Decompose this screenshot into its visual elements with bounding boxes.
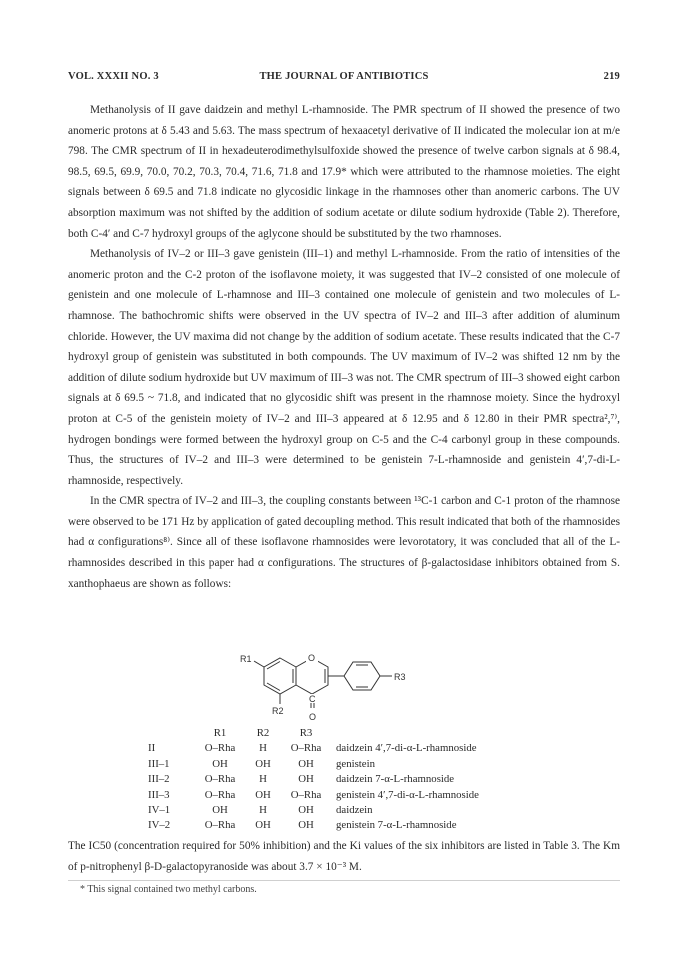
r3-value: O–Rha — [290, 788, 322, 801]
volume-label: VOL. XXXII NO. 3 — [68, 71, 159, 82]
header-name — [330, 726, 479, 741]
page-number: 219 — [603, 71, 620, 82]
compound-name: genistein 7-α-L-rhamnoside — [336, 819, 457, 832]
header-r1: R1 — [213, 727, 227, 739]
compound-id: III–1 — [148, 757, 170, 770]
table-row — [148, 757, 479, 772]
isoflavone-structure-diagram — [236, 650, 456, 728]
footnote: * This signal contained two methyl carbons. — [80, 884, 257, 895]
r1-value: O–Rha — [204, 742, 236, 755]
r3-value: OH — [298, 757, 314, 770]
paragraph-1: Methanolysis of II gave daidzein and methyl L-rhamnoside. The PMR spectrum of II showed the presence of two anomeric protons at δ 5.43 and 5.63. The mass spectrum of hexaacetyl derivative of II indicated the molecular ion at m/e 798. The CMR spectrum of II in hexadeuterodimethylsulfoxide showed the presence of twelve carbon signals at δ 98.4, 98.5, 69.5, 69.9, 70.0, 70.2, 70.3, 70.4, 71.6, 71.8 and 17.9* which were attributed to the rhamnose moieties. The eight signals between δ 69.5 and 71.8 indicate no glycosidic linkage in the rhamnoses other than anomeric carbons. The UV absorption maximum was not shifted by the addition of sodium acetate or dilute sodium hydroxide (Table 2). Therefore, both C-4′ and C-7 hydroxyl groups of the aglycone should be substituted by the two rhamnoses. — [68, 104, 620, 240]
table-row — [148, 818, 479, 833]
table-row — [148, 803, 479, 818]
paragraph-3: In the CMR spectra of IV–2 and III–3, the coupling constants between ¹³C-1 carbon and C-1 proton of the rhamnose were observed to be 171 Hz by application of gated decoupling method. This result indicated that both of the rhamnosides had α configurations⁸⁾. Since all of these isoflavone rhamnosides were levorotatory, it was concluded that all of the L-rhamnosides described in this paper had α configurations. The structures of β-galactosidase inhibitors obtained from S. xanthophaeus are shown as follows: — [68, 495, 620, 590]
r1-value: O–Rha — [204, 819, 236, 832]
compound-id: IV–2 — [148, 819, 171, 832]
r1-label: R1 — [240, 654, 252, 664]
r3-value: OH — [298, 804, 314, 817]
table-row — [148, 788, 479, 803]
r2-value: OH — [255, 788, 271, 801]
r1-value: OH — [212, 804, 228, 817]
r2-value: H — [259, 773, 267, 786]
table-row — [148, 741, 479, 756]
compound-name: daidzein 4′,7-di-α-L-rhamnoside — [336, 742, 477, 755]
compound-id: III–3 — [148, 788, 170, 801]
r1-value: OH — [212, 757, 228, 770]
carbonyl-oxygen-label: O — [309, 712, 317, 722]
paragraph-2: Methanolysis of IV–2 or III–3 gave genistein (III–1) and methyl L-rhamnoside. From the ratio of intensities of the anomeric proton and the C-2 proton of the isoflavone moiety, it was suggested that IV–2 consisted of one molecule of genistein and one molecule of L-rhamnose and III–3 contained one molecule of genistein and two molecules of L-rhamnose. The bathochromic shifts were observed in the UV spectra of IV–2 and III–3 after addition of aluminum chloride. However, the UV maxima did not change by the addition of sodium acetate. These results indicated that the C-7 hydroxyl group of genistein was substituted in both compounds. The UV maximum of IV–2 was shifted 12 nm by the addition of dilute sodium hydroxide but UV maximum of III–3 was not. The CMR spectrum of III–3 showed eight carbon signals at δ 69.5 ~ 71.8, and indicated that no glycosidic shift was present in the rhamnose moiety. Since the hydroxyl proton at C-5 of the genistein moiety of IV–2 and III–3 appeared at δ 12.95 and δ 12.80 in their PMR spectra²,⁷⁾, hydrogen bondings were formed between the hydroxyl group on C-5 and the C-4 carbonyl group in these compounds. Thus, the structures of IV–2 and III–3 were determined to be genistein 7-L-rhamnoside and genistein 4′,7-di-L-rhamnoside, respectively. — [68, 248, 620, 487]
r3-label: R3 — [394, 672, 406, 682]
compound-name: genistein — [336, 757, 375, 770]
compound-name: genistein 4′,7-di-α-L-rhamnoside — [336, 788, 479, 801]
ring-a — [264, 658, 296, 694]
closing-paragraph: The IC50 (concentration required for 50% inhibition) and the Ki values of the six inhibitors are listed in Table 3. The Km of p-nitrophenyl β-D-galactopyranoside was about 3.7 × 10⁻³ M. — [68, 840, 620, 873]
footnote-divider — [68, 880, 620, 881]
ring-c — [296, 658, 328, 694]
header-r3: R3 — [299, 727, 313, 739]
r2-value: OH — [255, 819, 271, 832]
r3-value: OH — [298, 819, 314, 832]
structure-svg — [236, 650, 456, 728]
compound-id: II — [148, 742, 156, 755]
compound-name: daidzein — [336, 804, 373, 817]
journal-title: THE JOURNAL OF ANTIBIOTICS — [259, 71, 429, 82]
compound-id: III–2 — [148, 773, 170, 786]
r3-value: OH — [298, 773, 314, 786]
table-row — [148, 772, 479, 787]
header-compound — [148, 726, 196, 741]
header-r2: R2 — [256, 727, 270, 739]
r2-value: OH — [255, 757, 271, 770]
ring-b — [344, 662, 380, 690]
r2-label: R2 — [272, 706, 284, 716]
compound-name: daidzein 7-α-L-rhamnoside — [336, 773, 455, 786]
r2-value: H — [259, 804, 267, 817]
compound-id: IV–1 — [148, 804, 171, 817]
running-head — [68, 71, 620, 87]
r2-value: H — [259, 742, 267, 755]
table-header-row — [148, 726, 479, 741]
body-text — [68, 100, 620, 594]
substituent-table — [148, 726, 479, 834]
ring-oxygen-label: O — [308, 653, 316, 663]
carbonyl-carbon-label: C — [309, 694, 316, 704]
r1-value: O–Rha — [204, 773, 236, 786]
r1-value: O–Rha — [204, 788, 236, 801]
closing-text — [68, 836, 620, 877]
r3-value: O–Rha — [290, 742, 322, 755]
